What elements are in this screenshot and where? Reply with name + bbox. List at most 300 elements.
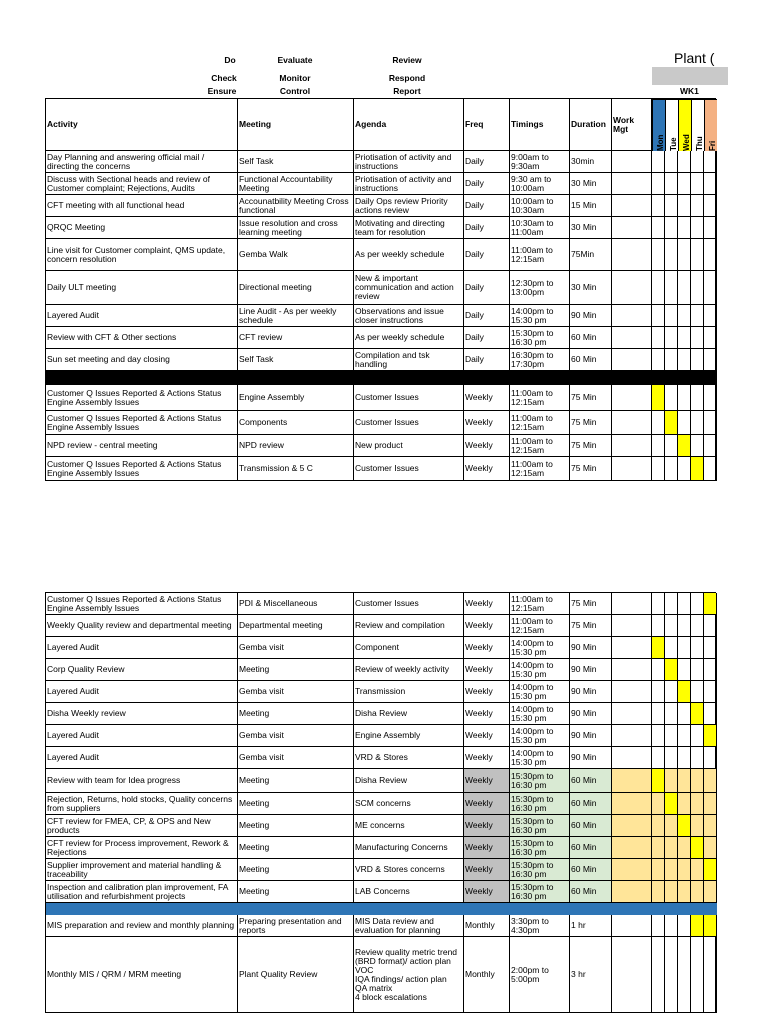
day-cell-2 [678,327,691,349]
day-cell-3 [691,305,704,327]
cell-duration: 75 Min [570,385,612,411]
day-cell-3 [691,769,704,793]
table-row [46,457,717,481]
cell-timings: 11:00am to 12:15am [510,457,570,481]
day-cell-0 [652,837,665,859]
day-cell-4 [704,457,717,481]
day-cell-3 [691,217,704,239]
cell-agenda: Disha Review [354,703,464,725]
day-cell-1 [665,793,678,815]
header-control: Control [279,86,311,96]
day-cell-4 [704,151,717,173]
cell-activity: CFT review for Process improvement, Rework & Rejections [46,837,238,859]
day-cell-2 [678,881,691,903]
cell-agenda: As per weekly schedule [354,239,464,271]
cell-activity: Corp Quality Review [46,659,238,681]
cell-duration: 30 Min [570,271,612,305]
cell-work-mgt [612,435,652,457]
table-row [46,637,717,659]
cell-duration: 60 Min [570,793,612,815]
cell-work-mgt [612,837,652,859]
cell-agenda: VRD & Stores [354,747,464,769]
day-cell-2 [678,271,691,305]
table-row [46,937,717,1013]
cell-duration: 60 Min [570,859,612,881]
day-cell-0 [652,815,665,837]
cell-work-mgt [612,881,652,903]
day-cell-1 [665,769,678,793]
cell-duration: 75 Min [570,435,612,457]
cell-meeting: Issue resolution and cross learning meeting [238,217,354,239]
header-ensure: Ensure [207,86,237,96]
cell-work-mgt [612,593,652,615]
day-cell-2 [678,703,691,725]
day-cell-3 [691,457,704,481]
cell-agenda: Engine Assembly [354,725,464,747]
day-cell-4 [704,615,717,637]
table-row [46,703,717,725]
day-cell-1 [665,411,678,435]
day-cell-1 [665,681,678,703]
cell-meeting: Gemba Walk [238,239,354,271]
day-cell-2 [678,837,691,859]
cell-activity: Layered Audit [46,681,238,703]
cell-duration: 90 Min [570,747,612,769]
cell-agenda: Manufacturing Concerns [354,837,464,859]
day-cell-4 [704,859,717,881]
plant-title: Plant ( [674,50,715,66]
cell-timings: 2:00pm to 5:00pm [510,937,570,1013]
day-cell-2 [678,173,691,195]
day-cell-4 [704,881,717,903]
cell-timings: 9:30 am to 10:00am [510,173,570,195]
day-cell-3 [691,859,704,881]
cell-work-mgt [612,217,652,239]
day-cell-1 [665,305,678,327]
day-cell-3 [691,703,704,725]
cell-agenda: Customer Issues [354,593,464,615]
cell-freq: Monthly [464,937,510,1013]
cell-work-mgt [612,305,652,327]
cell-activity: Inspection and calibration plan improvement, FA utilisation and refurbishment projects [46,881,238,903]
table-row [46,815,717,837]
day-cell-1 [665,815,678,837]
day-cell-2 [678,593,691,615]
cell-activity: Line visit for Customer complaint, QMS update, concern resolution [46,239,238,271]
cell-work-mgt [612,637,652,659]
cell-timings: 3:30pm to 4:30pm [510,915,570,937]
day-cell-0 [652,703,665,725]
day-header-1: Tue [665,99,678,151]
table-row [46,385,717,411]
day-cell-1 [665,173,678,195]
cell-freq: Weekly [464,793,510,815]
day-cell-1 [665,703,678,725]
day-cell-1 [665,457,678,481]
cell-timings: 15:30pm to 16:30 pm [510,881,570,903]
table-row [46,615,717,637]
cell-work-mgt [612,173,652,195]
cell-duration: 3 hr [570,937,612,1013]
day-cell-4 [704,173,717,195]
cell-activity: Discuss with Sectional heads and review of Customer complaint; Rejections, Audits [46,173,238,195]
day-cell-0 [652,239,665,271]
cell-agenda: New product [354,435,464,457]
cell-work-mgt [612,151,652,173]
cell-agenda: SCM concerns [354,793,464,815]
cell-duration: 60 Min [570,327,612,349]
table-row [46,349,717,371]
day-cell-4 [704,769,717,793]
day-cell-3 [691,915,704,937]
cell-activity: Disha Weekly review [46,703,238,725]
table-row [46,915,717,937]
cell-freq: Weekly [464,637,510,659]
column-header-duration: Duration [570,99,612,151]
cell-activity: QRQC Meeting [46,217,238,239]
cell-duration: 90 Min [570,681,612,703]
day-cell-0 [652,747,665,769]
header-monitor: Monitor [279,73,311,83]
cell-agenda: Daily Ops review Priority actions review [354,195,464,217]
cell-meeting: Accounatbility Meeting Cross functional [238,195,354,217]
cell-agenda: LAB Concerns [354,881,464,903]
day-cell-0 [652,915,665,937]
cell-freq: Daily [464,173,510,195]
cell-work-mgt [612,859,652,881]
day-cell-2 [678,725,691,747]
cell-meeting: Meeting [238,703,354,725]
day-cell-0 [652,769,665,793]
day-cell-0 [652,305,665,327]
cell-timings: 15:30pm to 16:30 pm [510,837,570,859]
cell-meeting: Meeting [238,769,354,793]
day-cell-4 [704,435,717,457]
cell-freq: Weekly [464,615,510,637]
cell-meeting: CFT review [238,327,354,349]
cell-agenda: Motivating and directing team for resolution [354,217,464,239]
day-cell-1 [665,151,678,173]
table-row [46,327,717,349]
cell-freq: Weekly [464,703,510,725]
day-cell-3 [691,659,704,681]
cell-activity: NPD review - central meeting [46,435,238,457]
cell-duration: 75 Min [570,593,612,615]
cell-meeting: Gemba visit [238,747,354,769]
cell-freq: Weekly [464,457,510,481]
day-cell-3 [691,435,704,457]
cell-meeting: PDI & Miscellaneous [238,593,354,615]
cell-freq: Weekly [464,659,510,681]
day-cell-1 [665,349,678,371]
day-cell-2 [678,681,691,703]
cell-duration: 60 Min [570,349,612,371]
day-cell-1 [665,837,678,859]
day-cell-1 [665,859,678,881]
day-cell-4 [704,327,717,349]
day-cell-2 [678,937,691,1013]
cell-timings: 11:00am to 12:15am [510,411,570,435]
column-header-meeting: Meeting [238,99,354,151]
day-cell-0 [652,385,665,411]
cell-timings: 14:00pm to 15:30 pm [510,659,570,681]
cell-work-mgt [612,457,652,481]
table-row [46,659,717,681]
cell-meeting: Line Audit - As per weekly schedule [238,305,354,327]
cell-work-mgt [612,681,652,703]
day-cell-4 [704,703,717,725]
cell-agenda: Priotisation of activity and instructions [354,173,464,195]
day-cell-1 [665,725,678,747]
day-cell-2 [678,305,691,327]
cell-agenda: Disha Review [354,769,464,793]
cell-freq: Weekly [464,747,510,769]
cell-timings: 9:00am to 9:30am [510,151,570,173]
day-header-0: Mon [652,99,665,151]
cell-work-mgt [612,327,652,349]
cell-meeting: Gemba visit [238,725,354,747]
day-cell-2 [678,217,691,239]
cell-timings: 11:00am to 12:15am [510,385,570,411]
cell-activity: Rejection, Returns, hold stocks, Quality concerns from suppliers [46,793,238,815]
day-cell-3 [691,151,704,173]
cell-timings: 15:30pm to 16:30 pm [510,769,570,793]
table-row [46,725,717,747]
cell-agenda: Review and compilation [354,615,464,637]
cell-meeting: Gemba visit [238,681,354,703]
title-grey-bar [652,67,728,85]
cell-meeting: Self Task [238,151,354,173]
cell-work-mgt [612,725,652,747]
day-cell-0 [652,725,665,747]
day-cell-2 [678,195,691,217]
day-cell-3 [691,725,704,747]
cell-meeting: Plant Quality Review [238,937,354,1013]
day-cell-0 [652,195,665,217]
table-row [46,271,717,305]
cell-activity: Monthly MIS / QRM / MRM meeting [46,937,238,1013]
day-cell-2 [678,815,691,837]
table-row [46,793,717,815]
day-cell-1 [665,637,678,659]
day-cell-2 [678,659,691,681]
day-cell-2 [678,769,691,793]
table-row [46,881,717,903]
day-cell-4 [704,271,717,305]
header-do: Do [224,55,236,65]
header-review: Review [392,55,422,65]
cell-meeting: Meeting [238,859,354,881]
cell-activity: CFT review for FMEA, CP, & OPS and New products [46,815,238,837]
cell-duration: 75 Min [570,411,612,435]
day-cell-0 [652,271,665,305]
cell-timings: 15:30pm to 16:30 pm [510,815,570,837]
cell-activity: Weekly Quality review and departmental meeting [46,615,238,637]
cell-timings: 14:00pm to 15:30 pm [510,747,570,769]
cell-freq: Weekly [464,725,510,747]
cell-duration: 30 Min [570,217,612,239]
separator-black [46,371,717,385]
cell-meeting: Meeting [238,793,354,815]
cell-work-mgt [612,349,652,371]
cell-freq: Daily [464,305,510,327]
table-row [46,593,717,615]
table-row [46,859,717,881]
cell-duration: 60 Min [570,769,612,793]
day-cell-3 [691,815,704,837]
column-header-agenda: Agenda [354,99,464,151]
cell-timings: 11:00am to 12:15am [510,435,570,457]
separator-blue [46,903,717,915]
cell-freq: Weekly [464,435,510,457]
day-cell-2 [678,349,691,371]
day-cell-1 [665,937,678,1013]
header-respond: Respond [388,73,426,83]
cell-freq: Weekly [464,881,510,903]
cell-agenda: MIS Data review and evaluation for planning [354,915,464,937]
day-cell-1 [665,435,678,457]
cell-timings: 14:00pm to 15:30 pm [510,703,570,725]
day-cell-3 [691,385,704,411]
day-cell-2 [678,915,691,937]
day-cell-0 [652,593,665,615]
day-cell-4 [704,385,717,411]
cell-duration: 60 Min [570,881,612,903]
day-cell-2 [678,615,691,637]
day-cell-4 [704,195,717,217]
day-cell-3 [691,615,704,637]
cell-duration: 15 Min [570,195,612,217]
cell-activity: Layered Audit [46,725,238,747]
cell-agenda: New & important communication and action review [354,271,464,305]
cell-activity: MIS preparation and review and monthly planning [46,915,238,937]
day-header-2: Wed [678,99,691,151]
day-cell-0 [652,327,665,349]
cell-duration: 90 Min [570,659,612,681]
day-cell-0 [652,659,665,681]
day-cell-4 [704,815,717,837]
cell-meeting: Functional Accountability Meeting [238,173,354,195]
cell-agenda: Priotisation of activity and instructions [354,151,464,173]
day-cell-3 [691,195,704,217]
day-cell-4 [704,411,717,435]
cell-freq: Weekly [464,681,510,703]
cell-duration: 75Min [570,239,612,271]
cell-freq: Daily [464,349,510,371]
cell-activity: CFT meeting with all functional head [46,195,238,217]
cell-freq: Daily [464,239,510,271]
day-cell-2 [678,411,691,435]
day-cell-0 [652,217,665,239]
day-cell-3 [691,593,704,615]
cell-timings: 10:00am to 10:30am [510,195,570,217]
day-cell-0 [652,457,665,481]
cell-activity: Layered Audit [46,305,238,327]
cell-timings: 14:00pm to 15:30 pm [510,725,570,747]
day-cell-0 [652,793,665,815]
cell-freq: Monthly [464,915,510,937]
cell-work-mgt [612,195,652,217]
table-row [46,217,717,239]
cell-work-mgt [612,915,652,937]
cell-activity: Day Planning and answering official mail / directing the concerns [46,151,238,173]
cell-meeting: Gemba visit [238,637,354,659]
cell-timings: 14:00pm to 15:30 pm [510,681,570,703]
day-cell-4 [704,593,717,615]
cell-timings: 11:00am to 12:15am [510,615,570,637]
cell-timings: 11:00am to 12:15am [510,593,570,615]
cell-meeting: Meeting [238,815,354,837]
day-cell-4 [704,659,717,681]
day-cell-0 [652,435,665,457]
day-cell-2 [678,747,691,769]
cell-meeting: Meeting [238,881,354,903]
column-header-activity: Activity [46,99,238,151]
header-evaluate: Evaluate [277,55,313,65]
cell-agenda: VRD & Stores concerns [354,859,464,881]
day-cell-1 [665,881,678,903]
cell-duration: 75 Min [570,615,612,637]
schedule-table-1 [45,98,716,481]
day-cell-1 [665,195,678,217]
cell-activity: Layered Audit [46,637,238,659]
cell-duration: 30 Min [570,173,612,195]
cell-work-mgt [612,385,652,411]
day-cell-1 [665,239,678,271]
cell-meeting: Meeting [238,659,354,681]
table-row [46,411,717,435]
day-cell-3 [691,747,704,769]
day-cell-2 [678,859,691,881]
cell-duration: 90 Min [570,305,612,327]
cell-duration: 1 hr [570,915,612,937]
cell-freq: Weekly [464,815,510,837]
day-cell-0 [652,937,665,1013]
cell-work-mgt [612,703,652,725]
schedule-table-2 [45,592,716,1013]
cell-work-mgt [612,815,652,837]
day-cell-2 [678,239,691,271]
cell-activity: Customer Q Issues Reported & Actions Status Engine Assembly Issues [46,411,238,435]
week-label: WK1 [680,86,699,96]
day-cell-3 [691,881,704,903]
cell-agenda: As per weekly schedule [354,327,464,349]
cell-meeting: Components [238,411,354,435]
day-cell-4 [704,349,717,371]
day-cell-3 [691,271,704,305]
table-row [46,747,717,769]
day-cell-1 [665,271,678,305]
cell-activity: Review with team for Idea progress [46,769,238,793]
column-header-freq: Freq [464,99,510,151]
day-cell-2 [678,637,691,659]
day-cell-0 [652,615,665,637]
day-cell-0 [652,637,665,659]
table-row [46,195,717,217]
cell-duration: 90 Min [570,703,612,725]
cell-duration: 60 Min [570,815,612,837]
cell-freq: Daily [464,327,510,349]
header-row [46,99,717,151]
day-cell-1 [665,593,678,615]
cell-freq: Daily [464,151,510,173]
cell-work-mgt [612,411,652,435]
cell-activity: Daily ULT meeting [46,271,238,305]
day-header-3: Thu [691,99,704,151]
day-cell-1 [665,659,678,681]
cell-freq: Daily [464,271,510,305]
cell-meeting: Meeting [238,837,354,859]
